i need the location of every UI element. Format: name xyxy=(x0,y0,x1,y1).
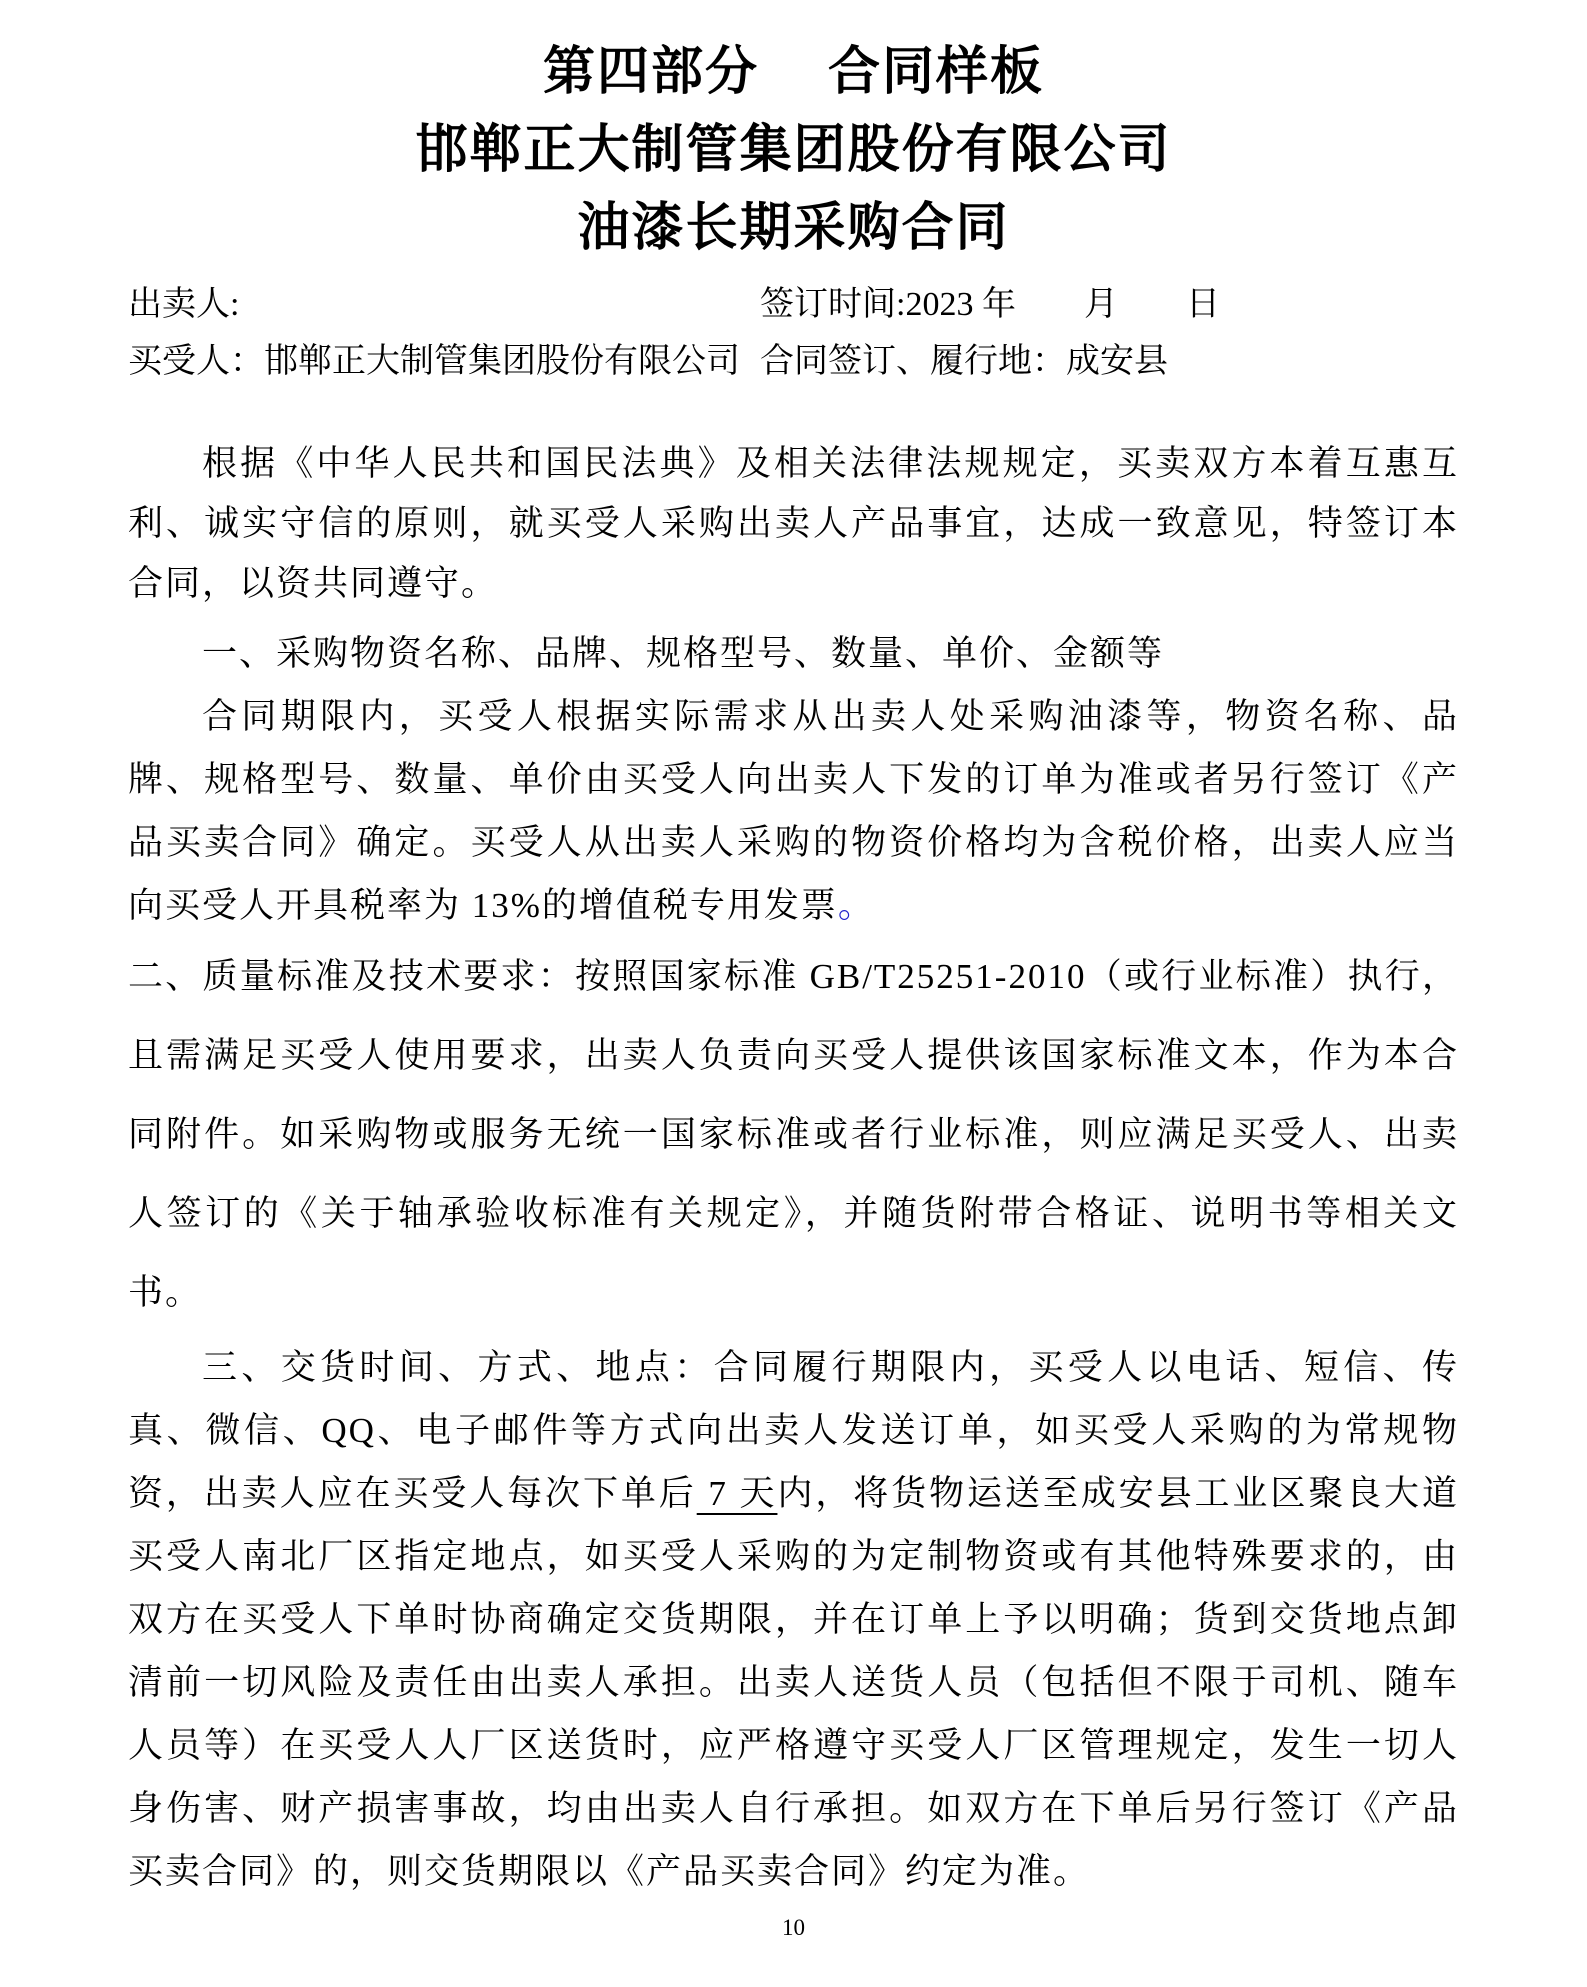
document-content xyxy=(128,0,1459,1903)
title-contract-name: 油漆长期采购合同 xyxy=(577,200,1010,257)
buyer-label: 买受人：邯郸正大制管集团股份有限公司 xyxy=(128,343,740,380)
section3-underlined-days: 7 天 xyxy=(696,1474,778,1513)
seller-label: 出卖人: xyxy=(128,286,240,323)
title-block xyxy=(128,0,1459,268)
sign-time: 签订时间:2023 年 月 日 xyxy=(760,286,1220,323)
section1-paragraph xyxy=(128,685,1459,937)
section3-text-post: 内，将货物运送至成安县工业区聚良大道买受人南北厂区指定地点，如买受人采购的为定制物资或有其他特殊要求的，由双方在买受人下单时协商确定交货期限，并在订单上予以明确；货到交货地点卸清前一切风险及责任由出卖人承担。出卖人送货人员（包括但不限于司机、随车人员等）在买受人人厂区送货时，应严格遵守买受人厂区管理规定，发生一切人身伤害、财产损害事故，均由出卖人自行承担。如双方在下单后另行签订《产品买卖合同》的，则交货期限以《产品买卖合同》约定为准。 xyxy=(128,1474,1459,1891)
title-company-name: 邯郸正大制管集团股份有限公司 xyxy=(415,122,1172,179)
section3-text-pre: 三、交货时间、方式、地点：合同履行期限内，买受人以电话、短信、传真、微信、QQ、电子邮件等方式向出卖人发送订单，如买受人采购的为常规物资，出卖人应在买受人每次下单后 xyxy=(128,1348,1459,1513)
page-number: 10 xyxy=(782,1915,805,1940)
section2-paragraph: 二、质量标准及技术要求：按照国家标准 GB/T25251-2010（或行业标准）执行，且需满足买受人使用要求，出卖人负责向买受人提供该国家标准文本，作为本合同附件。如采购物或服务无统一国家标准或者行业标准，则应满足买受人、出卖人签订的《关于轴承验收标准有关规定》，并随货附带合格证、说明书等相关文书。 xyxy=(128,957,1459,1312)
section1-text: 合同期限内，买受人根据实际需求从出卖人处采购油漆等，物资名称、品牌、规格型号、数量、单价由买受人向出卖人下发的订单为准或者另行签订《产品买卖合同》确定。买受人从出卖人采购的物资价格均为含税价格，出卖人应当向买受人开具税率为 13%的增值税专用发票 xyxy=(128,697,1459,925)
seller-row xyxy=(128,276,1459,333)
parties-block xyxy=(128,276,1459,390)
buyer-row xyxy=(128,333,1459,390)
section1-heading: 一、采购物资名称、品牌、规格型号、数量、单价、金额等 xyxy=(202,634,1165,673)
title-part-heading: 第四部分 合同样板 xyxy=(542,44,1044,101)
section3-paragraph xyxy=(128,1336,1459,1903)
intro-paragraph: 根据《中华人民共和国民法典》及相关法律法规规定，买卖双方本着互惠互利、诚实守信的原则，就买受人采购出卖人产品事宜，达成一致意见，特签订本合同，以资共同遵守。 xyxy=(128,444,1459,603)
section1-blue-period: 。 xyxy=(837,886,875,925)
sign-place: 合同签订、履行地：成安县 xyxy=(760,343,1168,380)
